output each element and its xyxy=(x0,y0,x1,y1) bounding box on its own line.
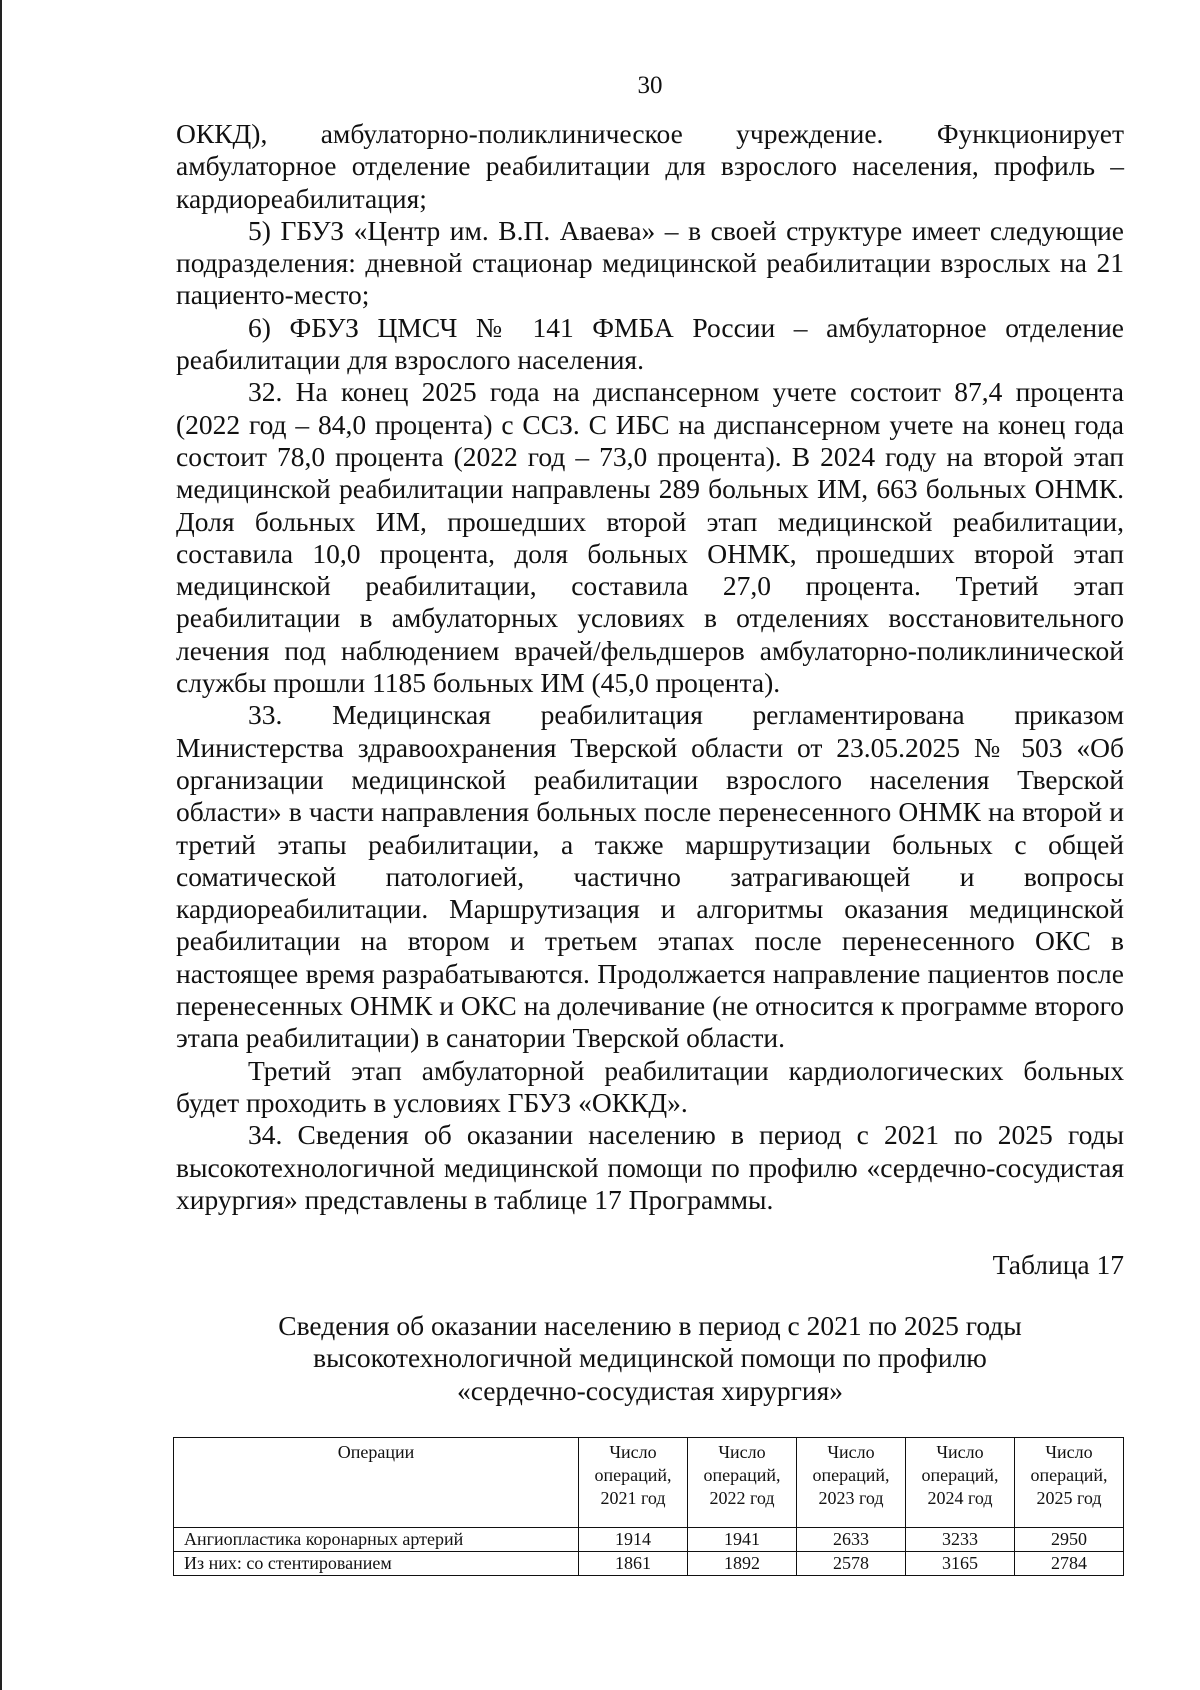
cell-value: 1914 xyxy=(579,1528,688,1552)
header-2023: Число операций, 2023 год xyxy=(797,1438,906,1528)
table-header-row xyxy=(174,1438,1124,1528)
cell-value: 2784 xyxy=(1015,1552,1124,1576)
page-number: 30 xyxy=(637,72,663,99)
header-operations: Операции xyxy=(174,1438,579,1528)
header-2021: Число операций, 2021 год xyxy=(579,1438,688,1528)
table-caption-line: Сведения об оказании населению в период с 2021 по 2025 годы xyxy=(278,1310,1022,1341)
paragraph-third-stage: Третий этап амбулаторной реабилитации кардиологических больных будет проходить в условиях ГБУЗ «ОККД». xyxy=(176,1054,1124,1118)
cell-value: 2578 xyxy=(797,1552,906,1576)
table-caption-line: высокотехнологичной медицинской помощи по профилю xyxy=(313,1342,987,1374)
scan-edge xyxy=(0,0,2,1690)
table-caption xyxy=(176,1310,1124,1407)
paragraph-34: 34. Сведения об оказании населению в период с 2021 по 2025 годы высокотехнологичной медицинской помощи по профилю «сердечно-сосудистая хирургия» представлены в таблице 17 Программы. xyxy=(176,1119,1124,1215)
cell-value: 1892 xyxy=(688,1552,797,1576)
table-row xyxy=(174,1528,1124,1552)
paragraph-item-6: 6) ФБУЗ ЦМСЧ № 141 ФМБА России – амбулаторное отделение реабилитации для взрослого населения. xyxy=(176,311,1124,376)
cell-operation-name: Из них: со стентированием xyxy=(174,1552,579,1576)
cell-value: 2633 xyxy=(797,1528,906,1552)
table-caption-line: «сердечно-сосудистая хирургия» xyxy=(456,1374,844,1406)
paragraph-33: 33. Медицинская реабилитация регламентирована приказом Министерства здравоохранения Тверской области от 23.05.2025 № 503 «Об организации медицинской реабилитации взрослого населения Тверской области» в части направления больных после перенесенного ОНМК на второй и третий этапы реабилитации, а также маршрутизации больных с общей соматической патологией, частично затрагивающей и вопросы кардиореабилитации. Маршрутизация и алгоритмы оказания медицинской реабилитации на втором и третьем этапах после перенесенного ОКС в настоящее время разрабатываются. Продолжается направление пациентов после перенесенных ОНМК и ОКС на долечивание (не относится к программе второго этапа реабилитации) в санатории Тверской области. xyxy=(176,699,1124,1054)
header-2022: Число операций, 2022 год xyxy=(688,1438,797,1528)
operations-table xyxy=(173,1437,1124,1576)
header-2024: Число операций, 2024 год xyxy=(906,1438,1015,1528)
cell-value: 1861 xyxy=(579,1552,688,1576)
document-body xyxy=(176,118,1124,1216)
paragraph-item-5: 5) ГБУЗ «Центр им. В.П. Аваева» – в своей структуре имеет следующие подразделения: дневной стационар медицинской реабилитации взрослых на 21 пациенто-место; xyxy=(176,214,1124,311)
header-2025: Число операций, 2025 год xyxy=(1015,1438,1124,1528)
paragraph-okkd: ОККД), амбулаторно-поликлиническое учреждение. Функционирует амбулаторное отделение реабилитации для взрослого населения, профиль – кардиореабилитация; xyxy=(176,118,1124,214)
cell-value: 2950 xyxy=(1015,1528,1124,1552)
table-label: Таблица 17 xyxy=(992,1249,1124,1280)
cell-value: 1941 xyxy=(688,1528,797,1552)
cell-operation-name: Ангиопластика коронарных артерий xyxy=(174,1528,579,1552)
cell-value: 3233 xyxy=(906,1528,1015,1552)
cell-value: 3165 xyxy=(906,1552,1015,1576)
paragraph-32: 32. На конец 2025 года на диспансерном учете состоит 87,4 процента (2022 год – 84,0 процента) с ССЗ. С ИБС на диспансерном учете на конец года состоит 78,0 процента (2022 год – 73,0 процента). В 2024 году на второй этап медицинской реабилитации направлены 289 больных ИМ, 663 больных ОНМК. Доля больных ИМ, прошедших второй этап медицинской реабилитации, составила 10,0 процента, доля больных ОНМК, прошедших второй этап медицинской реабилитации, составила 27,0 процента. Третий этап реабилитации в амбулаторных условиях в отделениях восстановительного лечения под наблюдением врачей/фельдшеров амбулаторно-поликлинической службы прошли 1185 больных ИМ (45,0 процента). xyxy=(176,376,1124,699)
table-row xyxy=(174,1552,1124,1576)
